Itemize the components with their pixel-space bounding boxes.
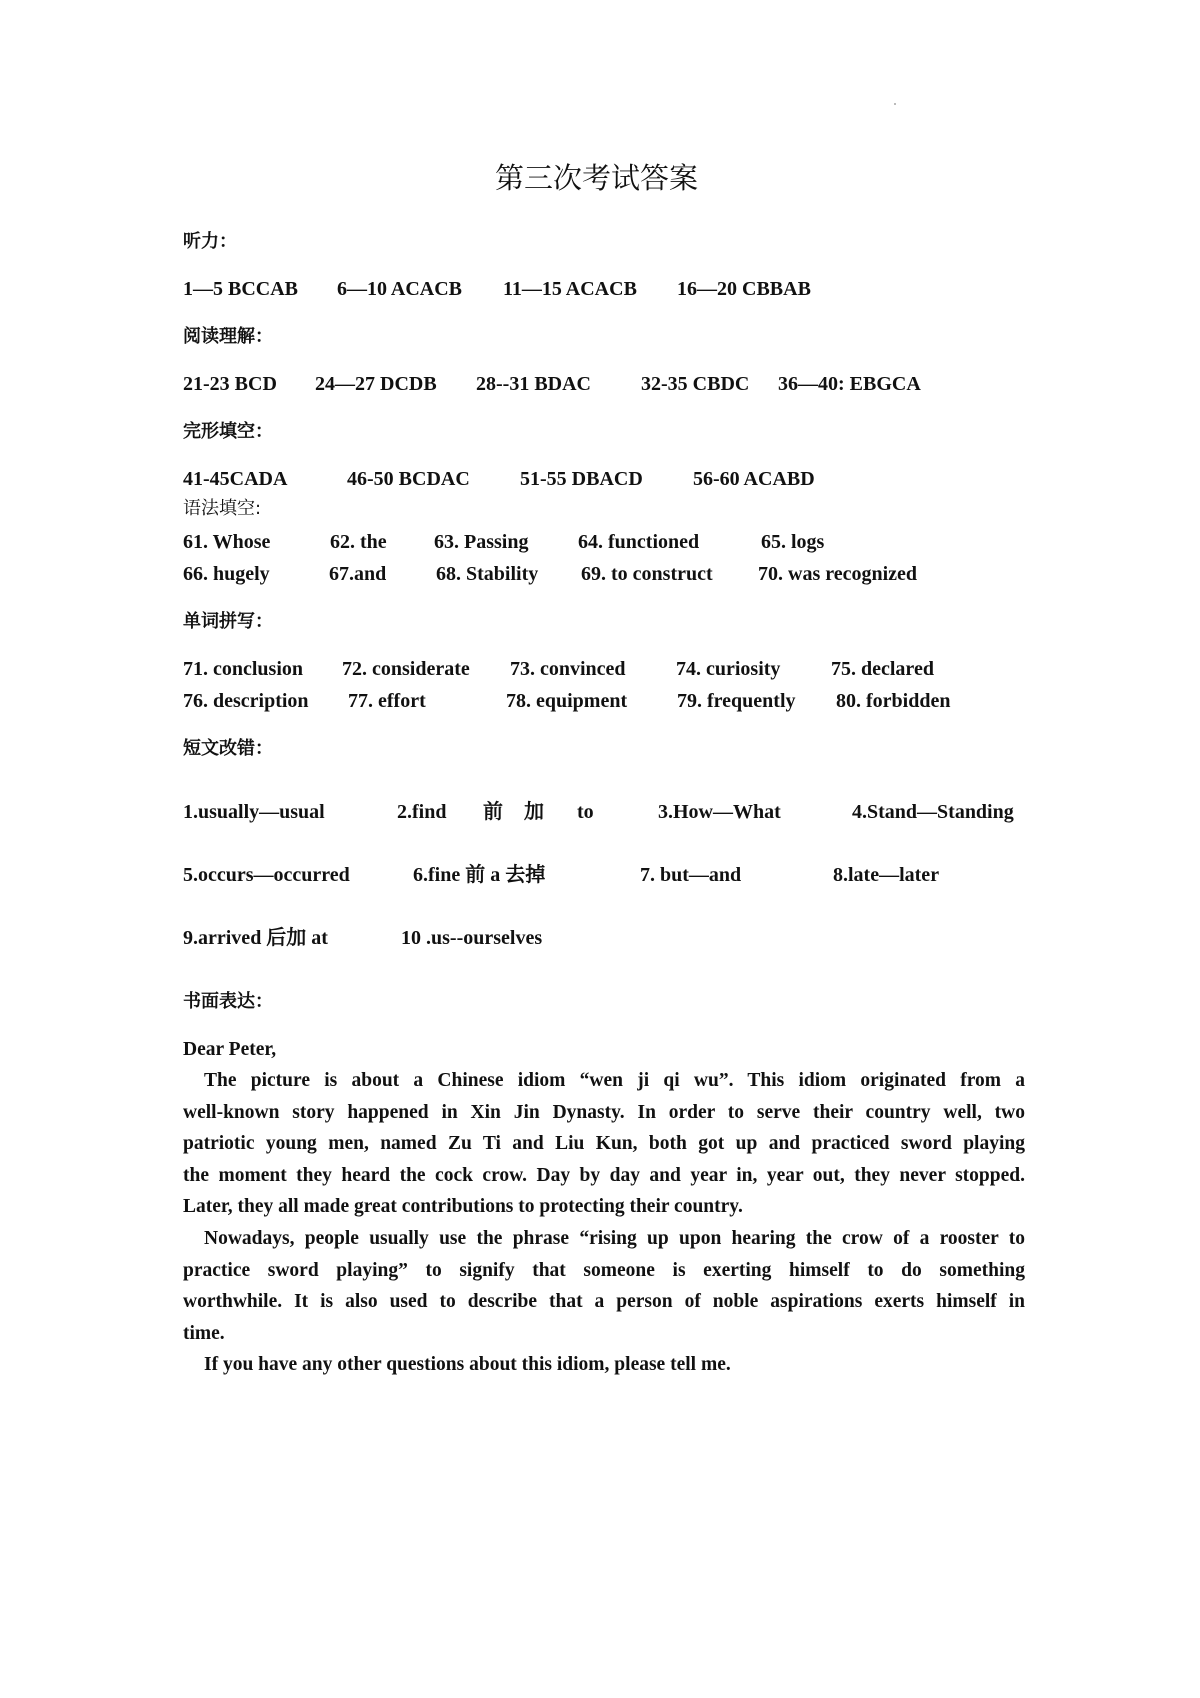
paragraph-line: worthwhile. It is also used to describe that a person of noble aspirations exerts himself in — [183, 1291, 1025, 1313]
answer-item: 63. Passing — [434, 531, 529, 553]
answer-item: 73. convinced — [510, 658, 626, 680]
scan-speck — [894, 103, 896, 105]
answer-item: 75. declared — [831, 658, 934, 680]
answer-item: 69. to construct — [581, 563, 713, 585]
paragraph-line: well-known story happened in Xin Jin Dynasty. In order to serve their country well, two — [183, 1101, 1025, 1123]
paragraph-line: Nowadays, people usually use the phrase “rising up upon hearing the crow of a rooster to — [204, 1227, 1025, 1249]
paragraph-line: If you have any other questions about this idiom, please tell me. — [204, 1354, 731, 1376]
answer-item: 68. Stability — [436, 563, 539, 585]
section-heading-reading: 阅读理解： — [183, 326, 273, 347]
answer-group: 41-45CADA — [183, 468, 288, 490]
paragraph-line: the moment they heard the cock crow. Day by day and year in, year out, they never stopped. — [183, 1164, 1025, 1186]
answer-group: 56-60 ACABD — [693, 468, 815, 490]
answer-group: 11—15 ACACB — [503, 278, 637, 300]
paragraph-line: Later, they all made great contributions to protecting their country. — [183, 1196, 743, 1218]
correction-item: 4.Stand—Standing — [852, 801, 1014, 823]
answer-item: 61. Whose — [183, 531, 271, 553]
section-heading-grammar: 语法填空: — [183, 498, 262, 519]
correction-item: 加 — [524, 801, 544, 823]
correction-item: 前 — [483, 801, 503, 823]
answer-item: 71. conclusion — [183, 658, 304, 680]
correction-item: 3.How—What — [658, 801, 781, 823]
answer-group: 32-35 CBDC — [641, 373, 750, 395]
answer-group: 21-23 BCD — [183, 373, 277, 395]
correction-item: 8.late—later — [833, 864, 940, 886]
answer-item: 70. was recognized — [758, 563, 918, 585]
answer-group: 36—40: EBGCA — [778, 373, 921, 395]
answer-item: 79. frequently — [677, 690, 796, 712]
paragraph-line: time. — [183, 1322, 225, 1344]
answer-item: 72. considerate — [342, 658, 470, 680]
answer-item: 77. effort — [348, 690, 426, 712]
correction-item: 10 .us--ourselves — [401, 927, 543, 949]
correction-item: to — [577, 801, 594, 823]
section-heading-spelling: 单词拼写： — [183, 611, 273, 632]
answer-item: 76. description — [183, 690, 309, 712]
answer-item: 74. curiosity — [676, 658, 781, 680]
answer-group: 51-55 DBACD — [520, 468, 643, 490]
paragraph-line: patriotic young men, named Zu Ti and Liu Kun, both got up and practiced sword playing — [183, 1133, 1025, 1155]
answer-item: 67.and — [329, 563, 387, 585]
paragraph-line: The picture is about a Chinese idiom “wen ji qi wu”. This idiom originated from a — [204, 1070, 1025, 1091]
correction-item: 5.occurs—occurred — [183, 864, 350, 886]
section-heading-correction: 短文改错： — [183, 738, 273, 759]
correction-item: 2.find — [397, 801, 447, 823]
answer-group: 28--31 BDAC — [476, 373, 591, 395]
answer-item: 66. hugely — [183, 563, 270, 585]
answer-item: 64. functioned — [578, 531, 700, 553]
answer-group: 46-50 BCDAC — [347, 468, 470, 490]
section-heading-writing: 书面表达： — [183, 991, 273, 1012]
section-heading-listening: 听力： — [183, 231, 237, 252]
paragraph-line: practice sword playing” to signify that someone is exerting himself to do something — [183, 1259, 1025, 1281]
letter-body — [183, 1065, 1025, 1381]
answer-group: 16—20 CBBAB — [677, 278, 811, 300]
section-heading-cloze: 完形填空： — [183, 421, 273, 442]
answer-item: 80. forbidden — [836, 690, 951, 712]
answer-group: 6—10 ACACB — [337, 278, 463, 300]
answer-item: 78. equipment — [506, 690, 628, 712]
correction-item: 7. but—and — [640, 864, 742, 886]
correction-item: 9.arrived 后加 at — [183, 927, 328, 949]
correction-item: 6.fine 前 a 去掉 — [413, 864, 546, 886]
answer-group: 24—27 DCDB — [315, 373, 437, 395]
correction-item: 1.usually—usual — [183, 801, 325, 823]
answer-item: 65. logs — [761, 531, 825, 553]
answer-group: 1—5 BCCAB — [183, 278, 299, 300]
page-title: 第三次考试答案 — [494, 161, 698, 195]
letter-salutation: Dear Peter, — [183, 1039, 277, 1060]
answer-item: 62. the — [330, 531, 387, 553]
